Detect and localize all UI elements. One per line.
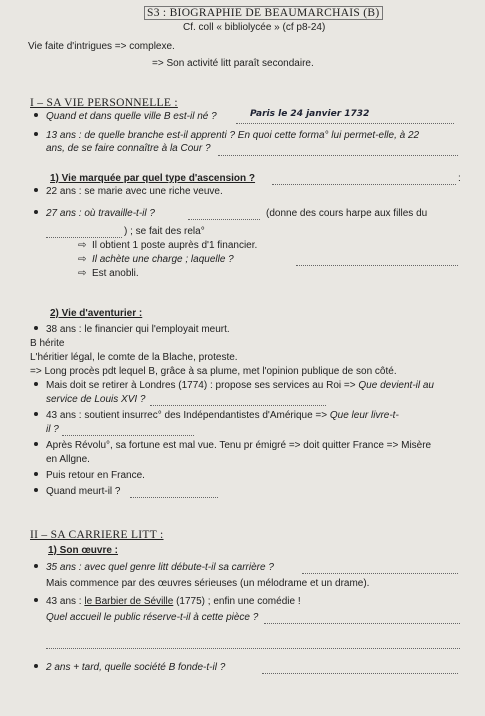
answer-line bbox=[150, 405, 326, 406]
answer-line bbox=[264, 623, 460, 624]
bullet-mort-text: Quand meurt-il ? bbox=[46, 486, 121, 497]
subsection-oeuvre-text: 1) Son œuvre : bbox=[48, 545, 119, 556]
bullet-retour bbox=[34, 470, 145, 483]
answer-line bbox=[46, 237, 122, 238]
answer-line bbox=[302, 573, 458, 574]
bullet-londres-question: Que devient-il au bbox=[358, 380, 434, 391]
question-apprentice bbox=[34, 130, 419, 143]
bullet-societe-text: 2 ans + tard, quelle société B fonde-t-il ? bbox=[46, 662, 226, 673]
bullet-43-ans-question: Que leur livre-t- bbox=[329, 410, 399, 421]
bullet-icon bbox=[34, 382, 38, 386]
text-b-herite: B hérite bbox=[30, 338, 65, 349]
arrow-item-charge bbox=[78, 254, 234, 267]
bullet-societe bbox=[34, 662, 225, 675]
section-2-heading-text: II – SA CARRIERE LITT : bbox=[30, 529, 164, 541]
bullet-icon bbox=[34, 664, 38, 668]
bullet-icon bbox=[34, 472, 38, 476]
answer-line bbox=[46, 648, 460, 649]
bullet-icon bbox=[34, 132, 38, 136]
question-apprentice-text: 13 ans : de quelle branche est-il apprenti ? En quoi cette forma° lui permet-elle, à 22 bbox=[46, 130, 420, 141]
answer-line bbox=[236, 123, 454, 124]
bullet-27-ans-end: (donne des cours harpe aux filles du bbox=[266, 208, 428, 219]
bullet-icon bbox=[34, 412, 38, 416]
arrow-item-anobli-text: Est anobli. bbox=[91, 268, 139, 279]
bullet-icon bbox=[34, 442, 38, 446]
arrow-item-anobli bbox=[78, 268, 139, 281]
title-text: S3 : BIOGRAPHIE DE BEAUMARCHAIS (B) bbox=[144, 6, 383, 20]
bullet-mort bbox=[34, 486, 120, 499]
bullet-icon bbox=[34, 113, 38, 117]
arrow-item-poste bbox=[78, 240, 257, 253]
text-oeuvres-serieuses: Mais commence par des œuvres sérieuses (un mélodrame et un drame). bbox=[46, 578, 370, 589]
bullet-27-ans bbox=[34, 208, 155, 221]
bullet-londres-cont: service de Louis XVI ? bbox=[46, 394, 146, 405]
bullet-35-ans bbox=[34, 562, 274, 575]
bullet-43-ans bbox=[34, 410, 399, 423]
question-birth-text: Quand et dans quelle ville B est-il né ? bbox=[46, 111, 217, 122]
bullet-revolution bbox=[34, 440, 431, 453]
bullet-retour-text: Puis retour en France. bbox=[46, 470, 145, 481]
section-1-heading-text: I – SA VIE PERSONNELLE : bbox=[30, 97, 178, 109]
question-birth bbox=[34, 111, 217, 124]
colon-mark: : bbox=[458, 173, 461, 184]
bullet-londres-text: Mais doit se retirer à Londres (1774) : propose ses services au Roi => bbox=[46, 380, 356, 391]
bullet-barbier-pre: 43 ans : bbox=[46, 596, 85, 607]
bullet-revolution-cont: en Allgne. bbox=[46, 454, 90, 465]
section-1-heading bbox=[30, 96, 178, 110]
worksheet-title bbox=[144, 6, 383, 20]
bullet-barbier-title: le Barbier de Séville bbox=[84, 596, 174, 607]
bullet-27-ans-cont: ) ; se fait des rela° bbox=[124, 226, 205, 237]
arrow-item-charge-text: Il achète une charge ; laquelle ? bbox=[91, 254, 234, 265]
subsection-ascension-text: 1) Vie marquée par quel type d'ascension ? bbox=[50, 173, 256, 184]
intro-line-1: Vie faite d'intrigues => complexe. bbox=[28, 41, 175, 52]
subsection-aventurier-heading bbox=[50, 308, 142, 321]
arrow-right-icon: ⇨ bbox=[78, 240, 87, 251]
subsection-oeuvre-heading bbox=[48, 545, 118, 558]
subsection-ascension-heading bbox=[50, 173, 255, 186]
intro-line-2: => Son activité litt paraît secondaire. bbox=[152, 58, 314, 69]
subtitle: Cf. coll « bibliolycée » (cf p8-24) bbox=[183, 22, 326, 33]
question-accueil: Quel accueil le public réserve-t-il à cette pièce ? bbox=[46, 612, 259, 623]
arrow-item-poste-text: Il obtient 1 poste auprès d'1 financier. bbox=[91, 240, 258, 251]
arrow-right-icon: ⇨ bbox=[78, 268, 87, 279]
bullet-35-ans-text: 35 ans : avec quel genre litt débute-t-il sa carrière ? bbox=[46, 562, 274, 573]
section-2-heading bbox=[30, 528, 164, 542]
text-proces: => Long procès pdt lequel B, grâce à sa plume, met l'opinion publique de son côté. bbox=[30, 366, 397, 377]
bullet-38-ans-text: 38 ans : le financier qui l'employait meurt. bbox=[46, 324, 230, 335]
answer-line bbox=[262, 673, 458, 674]
bullet-22-ans-text: 22 ans : se marie avec une riche veuve. bbox=[46, 186, 223, 197]
bullet-revolution-text: Après Révolu°, sa fortune est mal vue. Tenu pr émigré => doit quitter France => Misère bbox=[46, 440, 432, 451]
bullet-icon bbox=[34, 598, 38, 602]
bullet-icon bbox=[34, 210, 38, 214]
bullet-icon bbox=[34, 488, 38, 492]
answer-line bbox=[188, 219, 260, 220]
bullet-icon bbox=[34, 564, 38, 568]
bullet-43-ans-text: 43 ans : soutient insurrec° des Indépendantistes d'Amérique => bbox=[46, 410, 328, 421]
arrow-right-icon: ⇨ bbox=[78, 254, 87, 265]
bullet-barbier bbox=[34, 596, 301, 609]
answer-line bbox=[296, 265, 458, 266]
bullet-27-ans-question: 27 ans : où travaille-t-il ? bbox=[46, 208, 155, 219]
answer-line bbox=[272, 184, 456, 185]
question-apprentice-cont: ans, de se faire connaître à la Cour ? bbox=[46, 143, 211, 154]
bullet-43-ans-cont: il ? bbox=[46, 424, 59, 435]
answer-line bbox=[130, 497, 218, 498]
bullet-icon bbox=[34, 326, 38, 330]
answer-line bbox=[62, 435, 194, 436]
bullet-38-ans bbox=[34, 324, 230, 337]
bullet-icon bbox=[34, 188, 38, 192]
bullet-22-ans bbox=[34, 186, 223, 199]
answer-line bbox=[218, 155, 458, 156]
bullet-barbier-post: (1775) ; enfin une comédie ! bbox=[173, 596, 301, 607]
text-heritier: L'héritier légal, le comte de la Blache, proteste. bbox=[30, 352, 238, 363]
bullet-londres bbox=[34, 380, 434, 393]
handwritten-answer: Paris le 24 janvier 1732 bbox=[250, 109, 370, 119]
subsection-aventurier-text: 2) Vie d'aventurier : bbox=[50, 308, 143, 319]
